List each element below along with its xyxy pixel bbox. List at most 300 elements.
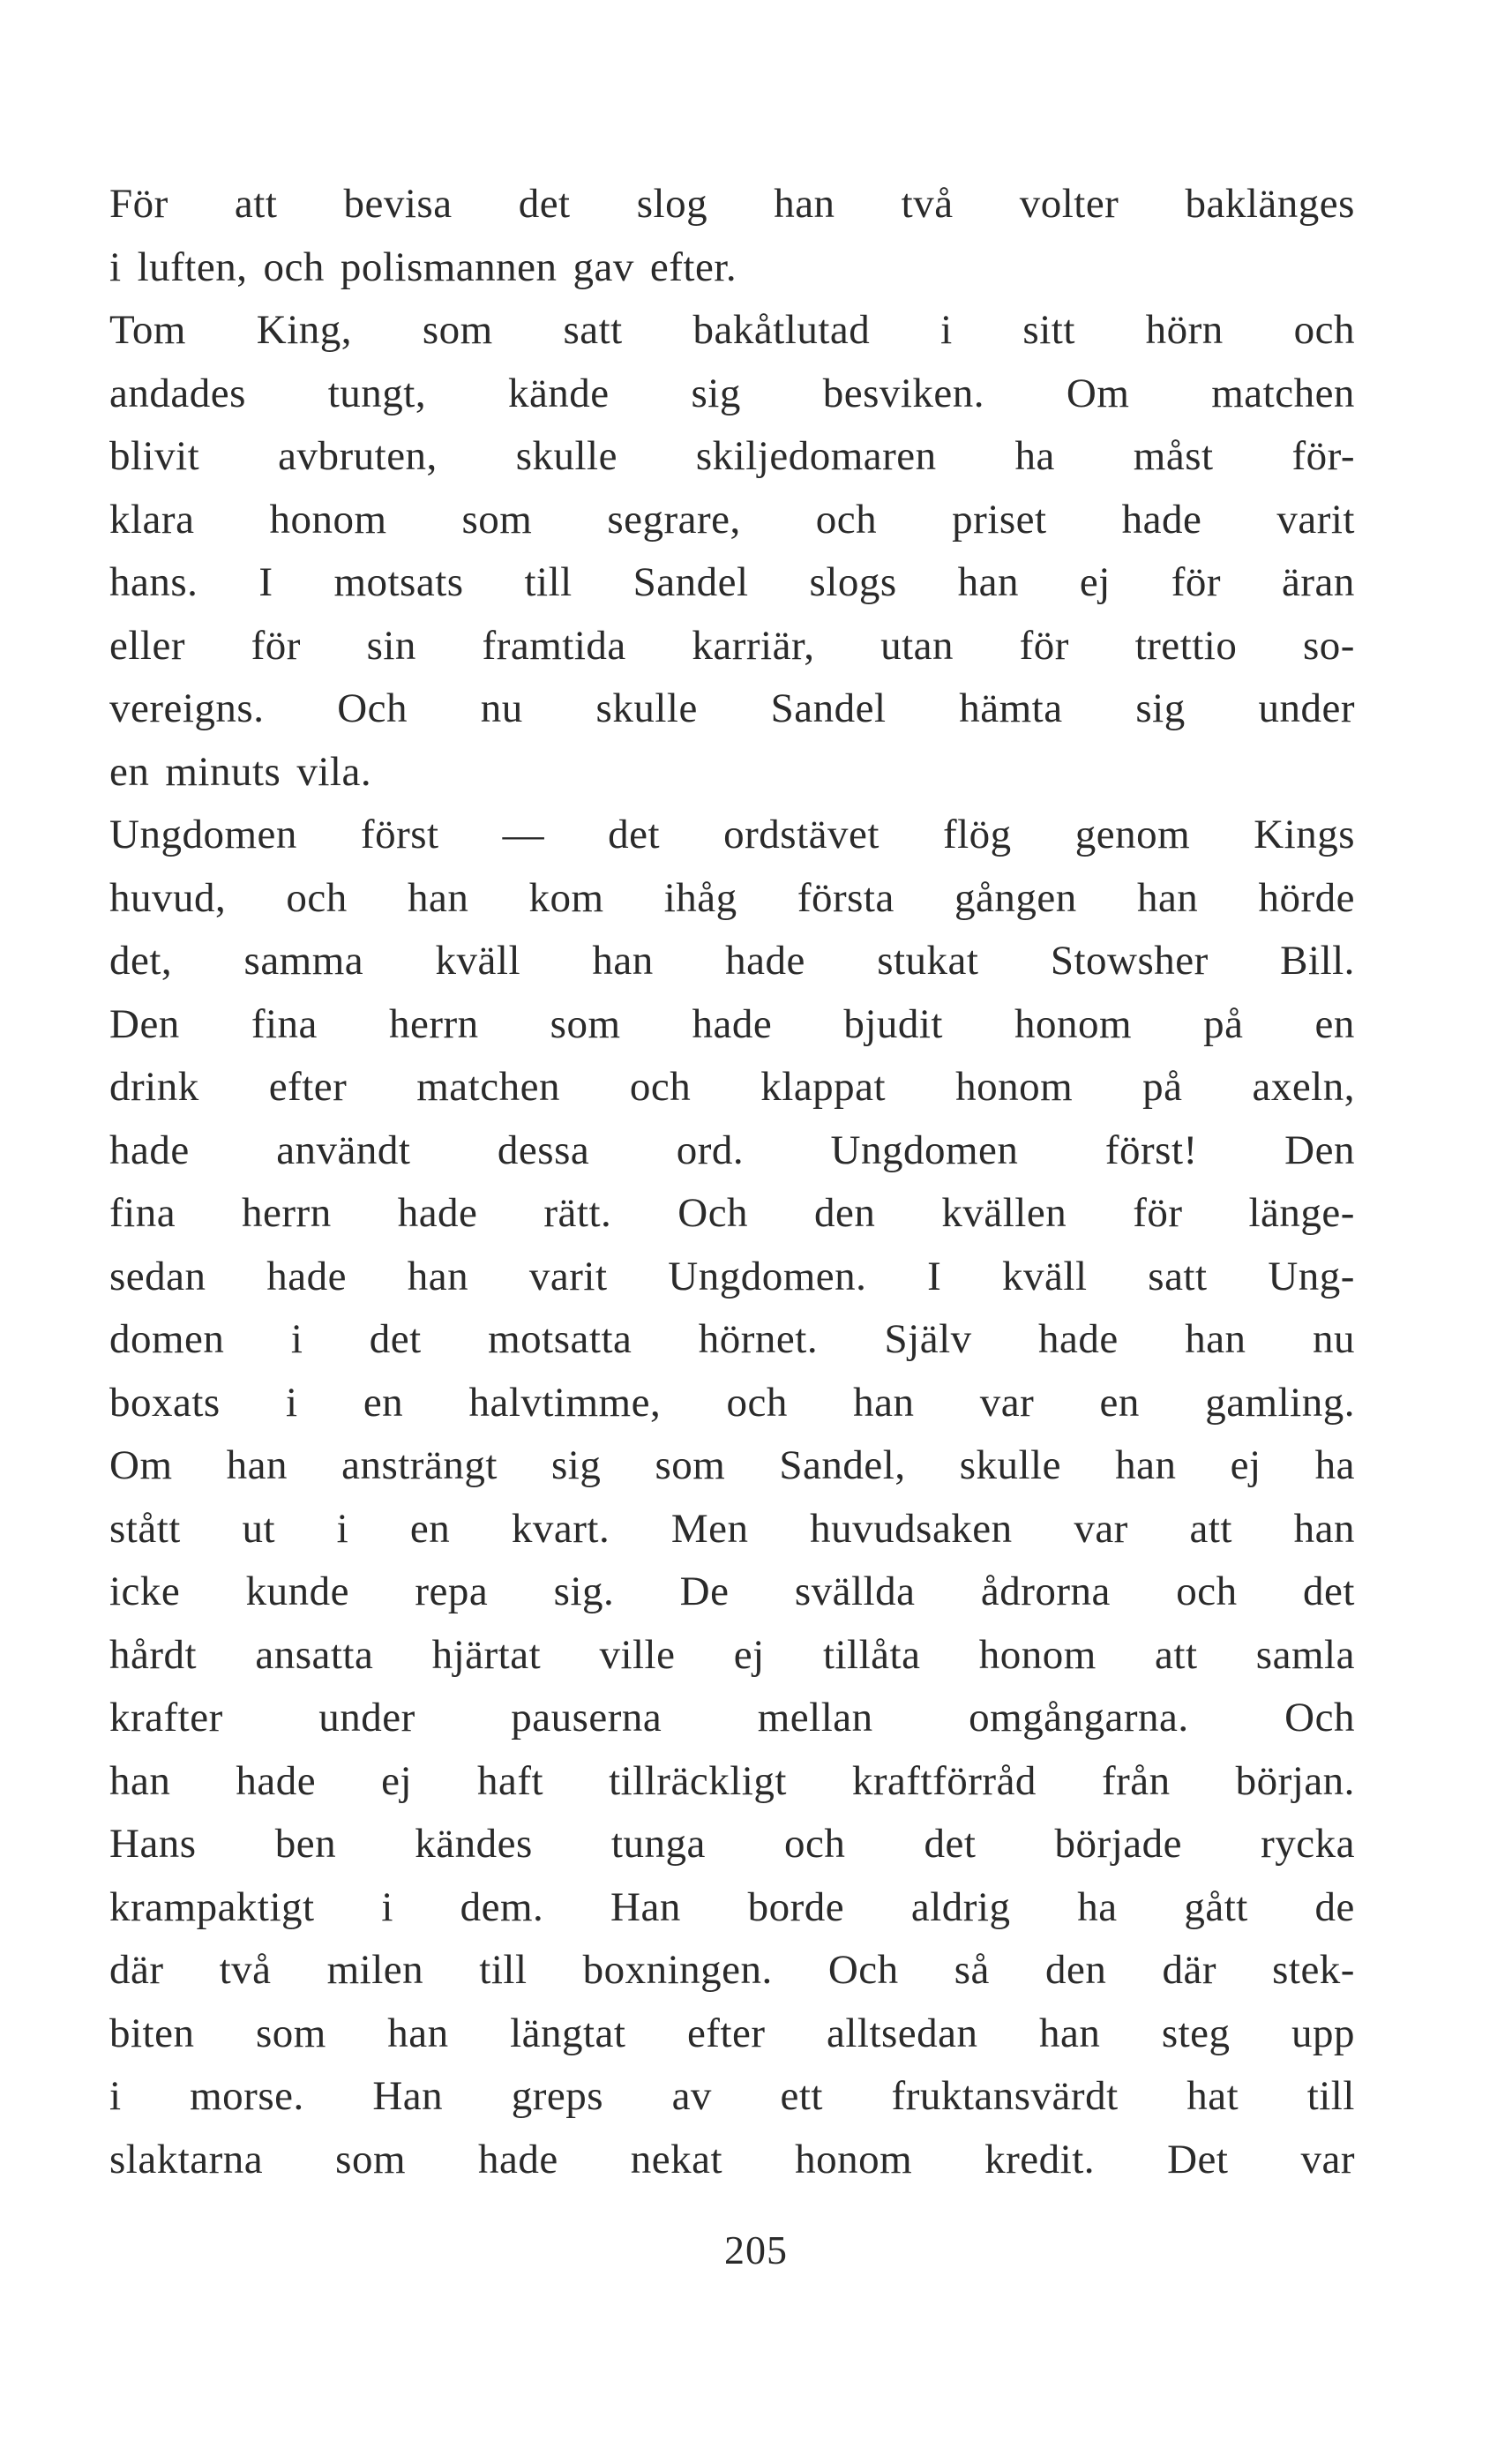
word: hat <box>1186 2073 1239 2119</box>
word: ett <box>780 2073 823 2119</box>
word: Men <box>670 1505 749 1552</box>
text-line <box>109 615 1355 678</box>
word: gått <box>1184 1883 1248 1930</box>
word: i <box>109 2073 122 2119</box>
word: slog <box>636 181 708 227</box>
word: hade <box>236 1757 317 1804</box>
word: svällda <box>794 1568 916 1614</box>
word: som <box>655 1442 726 1488</box>
word: att <box>1155 1631 1198 1678</box>
word: skulle <box>959 1442 1061 1488</box>
word: luften, <box>137 243 248 290</box>
word: hämta <box>959 685 1063 731</box>
word: sig <box>550 1442 602 1488</box>
word: hade <box>692 1000 773 1047</box>
word: började <box>1054 1821 1182 1867</box>
word: bakåtlutad <box>692 307 871 353</box>
word: de <box>1314 1883 1355 1930</box>
word: repa <box>415 1568 489 1614</box>
word: hade <box>397 1190 478 1236</box>
word: efter <box>268 1064 348 1110</box>
word: genom <box>1074 812 1191 857</box>
word: under <box>318 1695 415 1741</box>
word: motsatta <box>488 1316 632 1362</box>
word: det <box>1303 1568 1355 1614</box>
word: vereigns. <box>109 685 265 731</box>
word: omgångarna. <box>969 1695 1189 1741</box>
word: De <box>679 1568 730 1614</box>
word: så <box>954 1947 990 1993</box>
word: två <box>901 181 954 227</box>
word: den <box>1045 1947 1107 1993</box>
word: sig <box>691 370 741 416</box>
word: Om <box>109 1442 173 1488</box>
word: flög <box>942 812 1012 857</box>
text-line <box>109 425 1355 489</box>
word: I <box>258 559 273 605</box>
word: honom <box>978 1631 1097 1678</box>
word: och <box>815 496 878 543</box>
word: han <box>407 874 469 921</box>
word: icke <box>109 1568 181 1614</box>
word: kredit. <box>984 2136 1096 2182</box>
word: bevisa <box>343 181 453 227</box>
word: ej <box>381 1757 413 1804</box>
word: slogs <box>809 559 897 605</box>
word: ej <box>1230 1442 1261 1488</box>
word: ej <box>1079 559 1111 605</box>
word: första <box>797 874 894 921</box>
word: Ungdomen <box>109 812 297 857</box>
word: hade <box>725 938 805 984</box>
word: segrare, <box>607 496 741 543</box>
word: det, <box>109 938 173 984</box>
word: satt <box>1148 1253 1208 1299</box>
word: domen <box>109 1316 225 1362</box>
word: priset <box>952 496 1047 543</box>
text-line <box>109 1498 1355 1561</box>
text-line <box>109 489 1355 552</box>
word: motsats <box>333 559 464 605</box>
word: skulle <box>515 433 618 479</box>
word: Sandel <box>632 559 749 605</box>
word: sig. <box>553 1568 615 1614</box>
word: biten <box>109 2010 195 2056</box>
text-line <box>109 1687 1355 1750</box>
word: kunde <box>245 1568 350 1614</box>
word: som <box>550 1000 621 1047</box>
word: drink <box>109 1064 199 1110</box>
word: fina <box>251 1000 318 1047</box>
word: Kings <box>1254 812 1355 857</box>
word: Det <box>1167 2136 1229 2182</box>
text-line <box>109 236 1355 300</box>
word: att <box>234 181 278 227</box>
word: polismannen <box>340 243 558 290</box>
word: Och <box>827 1947 899 1993</box>
word: kvart. <box>511 1505 610 1552</box>
word: — <box>502 812 545 857</box>
word: Han <box>610 1883 681 1930</box>
text-line <box>109 1119 1355 1183</box>
word: I <box>927 1253 942 1299</box>
word: längtat <box>510 2010 626 2056</box>
word: tungt, <box>327 370 427 416</box>
word: och <box>783 1821 846 1867</box>
word: det <box>369 1316 422 1362</box>
word: som <box>461 496 533 543</box>
word: volter <box>1019 181 1119 227</box>
word: ord. <box>676 1127 745 1173</box>
word: gamling. <box>1205 1379 1355 1426</box>
word: ben <box>274 1821 337 1867</box>
word: dessa <box>497 1127 590 1173</box>
word: ihåg <box>663 874 737 921</box>
word: rätt. <box>543 1190 612 1236</box>
word: på <box>1142 1064 1183 1110</box>
word: Och <box>677 1190 749 1236</box>
word: var <box>979 1379 1035 1426</box>
word: kväll <box>1002 1253 1088 1299</box>
word: greps <box>511 2073 603 2119</box>
word: avbruten, <box>278 433 438 479</box>
word: det <box>518 181 571 227</box>
word: Den <box>109 1000 180 1047</box>
word: två <box>219 1947 272 1993</box>
word: samma <box>243 938 364 984</box>
word: Och <box>1284 1695 1355 1741</box>
word: som <box>335 2136 407 2182</box>
word: tunga <box>610 1821 706 1867</box>
word: han <box>1185 1316 1246 1362</box>
word: han <box>1293 1505 1355 1552</box>
word: matchen <box>416 1064 560 1110</box>
word: hörde <box>1258 874 1355 921</box>
word: axeln, <box>1252 1064 1355 1110</box>
text-line <box>109 1750 1355 1814</box>
word: nu <box>1312 1316 1355 1362</box>
word: hade <box>109 1127 190 1173</box>
word: där <box>109 1947 164 1993</box>
word: varit <box>1276 496 1355 543</box>
word: under <box>1258 685 1355 731</box>
word: ha <box>1314 1442 1355 1488</box>
word: ansatta <box>255 1631 374 1678</box>
word: och <box>726 1379 788 1426</box>
word: en <box>1314 1000 1355 1047</box>
word: klara <box>109 496 195 543</box>
word: upp <box>1291 2010 1355 2056</box>
word: först <box>360 812 439 857</box>
word: Den <box>1284 1127 1355 1173</box>
text-line <box>109 1308 1355 1372</box>
word: För <box>109 181 168 227</box>
word: på <box>1203 1000 1244 1047</box>
word: vila. <box>296 748 372 795</box>
word: minuts <box>165 748 281 795</box>
word: sin <box>366 622 416 669</box>
word: först! <box>1104 1127 1198 1173</box>
word: satt <box>563 307 623 353</box>
word: Sandel <box>770 685 887 731</box>
text-line <box>109 1246 1355 1309</box>
word: för <box>251 622 301 669</box>
word: den <box>814 1190 876 1236</box>
word: gav <box>573 243 634 290</box>
word: Bill. <box>1280 938 1355 984</box>
word: sitt <box>1022 307 1075 353</box>
word: andades <box>109 370 246 416</box>
word: skulle <box>595 685 698 731</box>
word: ansträngt <box>341 1442 498 1488</box>
word: honom <box>269 496 387 543</box>
word: gången <box>954 874 1077 921</box>
text-line <box>109 804 1355 867</box>
word: boxats <box>109 1379 221 1426</box>
word: honom <box>1014 1000 1133 1047</box>
word: baklänges <box>1185 181 1355 227</box>
word: matchen <box>1211 370 1355 416</box>
word: dem. <box>460 1883 544 1930</box>
word: han <box>1136 874 1199 921</box>
word: i <box>290 1316 303 1362</box>
word: so- <box>1302 622 1355 669</box>
word: användt <box>276 1127 411 1173</box>
word: halvtimme, <box>468 1379 662 1426</box>
word: mellan <box>757 1695 873 1741</box>
body-text <box>109 173 1355 2191</box>
word: Och <box>337 685 408 731</box>
word: slaktarna <box>109 2136 264 2182</box>
word: kom <box>528 874 604 921</box>
word: honom <box>795 2136 913 2182</box>
word: blivit <box>109 433 200 479</box>
word: i <box>285 1379 298 1426</box>
text-line <box>109 1813 1355 1876</box>
word: stått <box>109 1505 181 1552</box>
word: boxningen. <box>582 1947 773 1993</box>
word: aldrig <box>910 1883 1011 1930</box>
word: pauserna <box>511 1695 662 1741</box>
word: som <box>422 307 493 353</box>
text-line <box>109 299 1355 363</box>
word: nu <box>480 685 523 731</box>
word: honom <box>955 1064 1074 1110</box>
text-line <box>109 741 1355 805</box>
word: ordstävet <box>723 812 880 857</box>
text-line <box>109 993 1355 1057</box>
word: borde <box>747 1883 845 1930</box>
word: tillräckligt <box>609 1757 787 1804</box>
word: huvud, <box>109 874 227 921</box>
word: till <box>1306 2073 1355 2119</box>
word: nekat <box>630 2136 723 2182</box>
word: kände <box>507 370 610 416</box>
word: en <box>363 1379 404 1426</box>
word: kraftförråd <box>851 1757 1037 1804</box>
word: herrn <box>388 1000 479 1047</box>
word: sig <box>1135 685 1186 731</box>
word: var <box>1300 2136 1355 2182</box>
word: Ungdomen <box>830 1127 1019 1173</box>
text-line <box>109 551 1355 615</box>
word: och <box>629 1064 692 1110</box>
word: hårdt <box>109 1631 198 1678</box>
text-line <box>109 2003 1355 2066</box>
word: av <box>671 2073 712 2119</box>
word: han <box>387 2010 449 2056</box>
word: för <box>1019 622 1069 669</box>
word: trettio <box>1134 622 1238 669</box>
word: Han <box>372 2073 444 2119</box>
word: ådrorna <box>980 1568 1111 1614</box>
word: en <box>409 1505 451 1552</box>
word: stek- <box>1272 1947 1355 1993</box>
word: kvällen <box>941 1190 1067 1236</box>
word: steg <box>1161 2010 1231 2056</box>
word: hade <box>1121 496 1202 543</box>
word: skiljedomaren <box>695 433 937 479</box>
word: Hans <box>109 1821 197 1867</box>
word: han <box>853 1379 915 1426</box>
word: rycka <box>1261 1821 1355 1867</box>
word: hade <box>478 2136 558 2182</box>
word: haft <box>477 1757 544 1804</box>
text-line <box>109 930 1355 993</box>
word: äran <box>1282 559 1355 605</box>
word: ut <box>242 1505 276 1552</box>
word: hans. <box>109 559 198 605</box>
word: King, <box>256 307 353 353</box>
word: där <box>1162 1947 1216 1993</box>
word: Själv <box>884 1316 972 1362</box>
word: måst <box>1133 433 1214 479</box>
page-number: 205 <box>724 2227 788 2272</box>
word: han <box>592 938 654 984</box>
text-line <box>109 867 1355 931</box>
word: i <box>940 307 953 353</box>
text-line <box>109 1056 1355 1119</box>
word: till <box>524 559 573 605</box>
word: till <box>479 1947 528 1993</box>
word: och <box>1293 307 1355 353</box>
word: hörnet. <box>698 1316 819 1362</box>
word: han <box>774 181 835 227</box>
word: fruktansvärdt <box>891 2073 1119 2119</box>
word: stukat <box>877 938 979 984</box>
word: eller <box>109 622 185 669</box>
word: och <box>286 874 348 921</box>
word: krampaktigt <box>109 1883 315 1930</box>
word: huvudsaken <box>810 1505 1013 1552</box>
word: i <box>109 243 122 290</box>
text-line <box>109 173 1355 236</box>
word: hjärtat <box>431 1631 542 1678</box>
word: det <box>924 1821 977 1867</box>
word: han <box>1115 1442 1177 1488</box>
word: han <box>109 1757 171 1804</box>
word: en <box>1099 1379 1140 1426</box>
word: hade <box>266 1253 347 1299</box>
word: Sandel, <box>779 1442 906 1488</box>
word: sedan <box>109 1253 206 1299</box>
word: tillåta <box>822 1631 921 1678</box>
word: efter. <box>649 243 737 290</box>
word: och <box>1176 1568 1238 1614</box>
word: han <box>957 559 1019 605</box>
text-line <box>109 1876 1355 1940</box>
word: Ung- <box>1268 1253 1355 1299</box>
word: början. <box>1235 1757 1355 1804</box>
word: det <box>608 812 661 857</box>
word: ville <box>599 1631 676 1678</box>
word: Stowsher <box>1050 938 1209 984</box>
word: för <box>1133 1190 1183 1236</box>
word: en <box>109 748 150 795</box>
word: var <box>1074 1505 1128 1552</box>
word: Om <box>1066 370 1130 416</box>
word: morse. <box>190 2073 304 2119</box>
word: hade <box>1038 1316 1119 1362</box>
word: utan <box>880 622 954 669</box>
word: att <box>1189 1505 1232 1552</box>
word: kväll <box>435 938 521 984</box>
word: Tom <box>109 307 186 353</box>
text-line <box>109 1561 1355 1624</box>
word: kändes <box>415 1821 533 1867</box>
text-line <box>109 363 1355 426</box>
text-line <box>109 1939 1355 2003</box>
word: hörn <box>1145 307 1224 353</box>
text-line <box>109 1434 1355 1498</box>
word: framtida <box>482 622 626 669</box>
word: milen <box>326 1947 424 1993</box>
word: besviken. <box>822 370 985 416</box>
text-line <box>109 1182 1355 1246</box>
word: varit <box>528 1253 608 1299</box>
word: fina <box>109 1190 176 1236</box>
word: ha <box>1077 1883 1118 1930</box>
word: herrn <box>242 1190 332 1236</box>
text-line <box>109 1624 1355 1688</box>
text-line <box>109 2129 1355 2192</box>
word: som <box>255 2010 326 2056</box>
word: och <box>263 243 325 290</box>
word: samla <box>1255 1631 1355 1678</box>
word: i <box>381 1883 393 1930</box>
word: han <box>407 1253 469 1299</box>
word: efter <box>686 2010 766 2056</box>
word: Ungdomen. <box>668 1253 867 1299</box>
word: för <box>1171 559 1222 605</box>
word: ej <box>733 1631 765 1678</box>
word: han <box>1039 2010 1101 2056</box>
text-line <box>109 1372 1355 1435</box>
word: alltsedan <box>826 2010 978 2056</box>
word: i <box>336 1505 349 1552</box>
word: karriär, <box>692 622 815 669</box>
word: ha <box>1014 433 1055 479</box>
word: länge- <box>1248 1190 1355 1236</box>
word: bjudit <box>843 1000 943 1047</box>
text-line <box>109 2065 1355 2129</box>
text-line <box>109 678 1355 741</box>
word: för- <box>1291 433 1355 479</box>
word: han <box>226 1442 288 1488</box>
word: krafter <box>109 1695 223 1741</box>
word: klappat <box>760 1064 887 1110</box>
word: från <box>1101 1757 1171 1804</box>
